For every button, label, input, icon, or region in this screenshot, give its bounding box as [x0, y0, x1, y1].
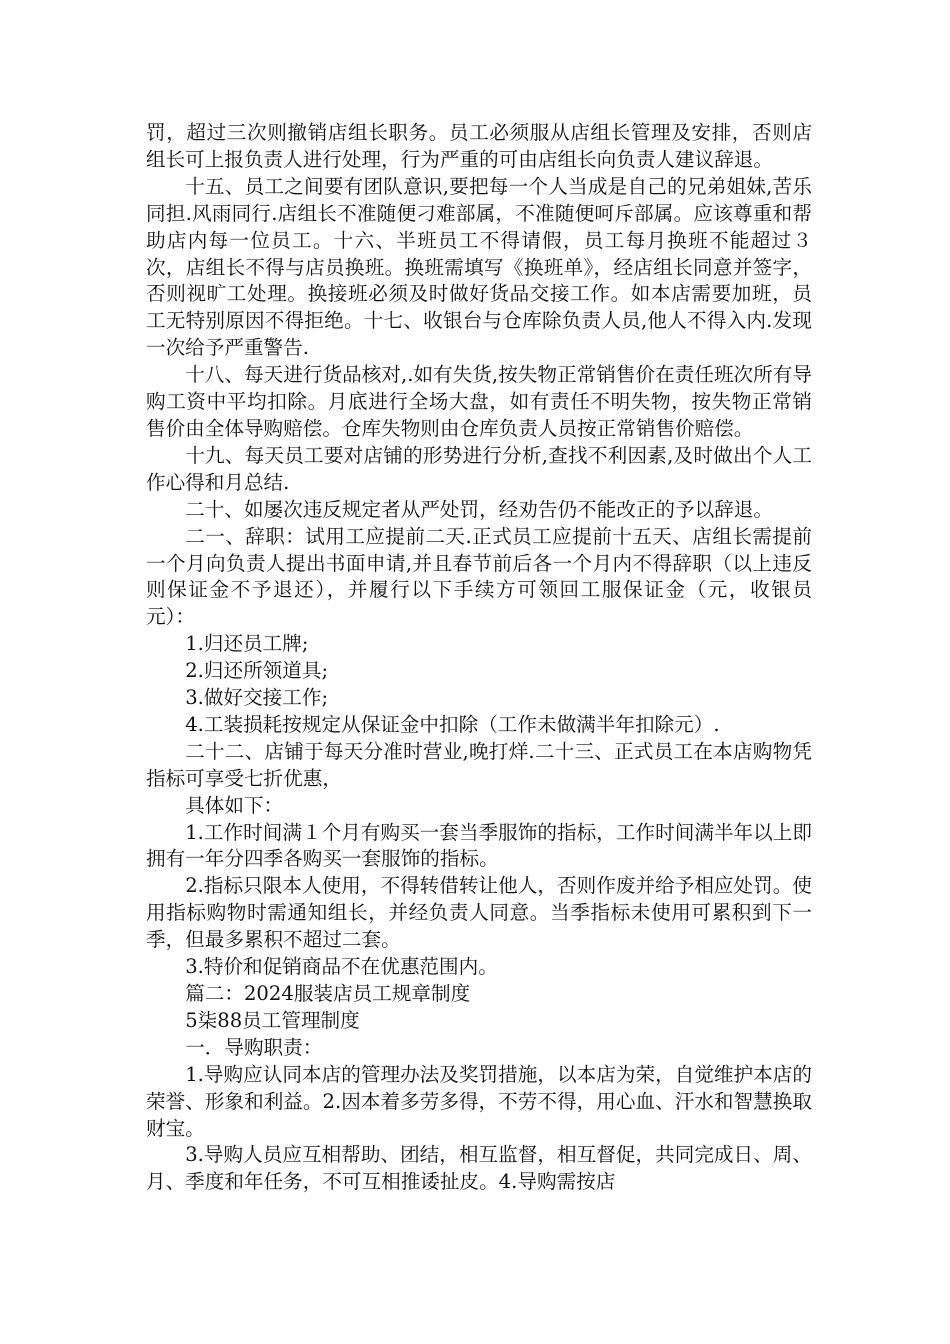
paragraph: 1.导购应认同本店的管理办法及奖罚措施，以本店为荣，自觉维护本店的荣誉、形象和利益。2.因本着多劳多得，不劳不得，用心血、汗水和智慧换取财宝。: [146, 1062, 812, 1140]
paragraph: 3.特价和促销商品不在优惠范围内。: [185, 955, 498, 979]
paragraph: 1.归还员工牌;: [185, 632, 309, 656]
paragraph: 3.导购人员应互相帮助、团结，相互监督，相互督促，共同完成日、周、月、季度和年任务，不可互相推诿扯皮。4.导购需按店: [146, 1143, 812, 1194]
paragraph: 篇二：2024服装店员工规章制度: [185, 982, 471, 1005]
paragraph: 二十二、店铺于每天分准时营业,晚打烊.二十三、正式员工在本店购物凭指标可享受七折优惠，: [146, 739, 812, 790]
paragraph: 十九、每天员工要对店铺的形势进行分析,查找不利因素,及时做出个人工作心得和月总结.: [146, 443, 812, 494]
paragraph: 十八、每天进行货品核对,.如有失货,按失物正常销售价在责任班次所有导购工资中平均扣除。月底进行全场大盘，如有责任不明失物，按失物正常销售价由全体导购赔偿。仓库失物则由仓库负责人员按正常销售价赔偿。: [146, 363, 812, 440]
paragraph: 十五、员工之间要有团队意识,要把每一个人当成是自己的兄弟姐妹,苦乐同担.风雨同行.店组长不准随便刁难部属，不准随便呵斥部属。应该尊重和帮助店内每一位员工。十六、半班员工不得请假，员工每月换班不能超过３次，店组长不得与店员换班。换班需填写《换班单》，经店组长同意并签字，否则视旷工处理。换接班必须及时做好货品交接工作。如本店需要加班，员工无特别原因不得拒绝。十七、收银台与仓库除负责人员,他人不得入内.发现一次给予严重警告.: [146, 174, 812, 360]
paragraph: 1.工作时间满１个月有购买一套当季服饰的指标，工作时间满半年以上即拥有一年分四季各购买一套服饰的指标。: [146, 820, 812, 871]
paragraph: 罚，超过三次则撤销店组长职务。员工必须服从店组长管理及安排，否则店组长可上报负责人进行处理，行为严重的可由店组长向负责人建议辞退。: [146, 121, 812, 171]
paragraph: 2.指标只限本人使用，不得转借转让他人，否则作废并给予相应处罚。使用指标购物时需通知组长，并经负责人同意。当季指标未使用可累积到下一季，但最多累积不超过二套。: [146, 874, 812, 952]
paragraph: 一．导购职责：: [185, 1035, 323, 1059]
paragraph: 二十、如屡次违反规定者从严处罚，经劝告仍不能改正的予以辞退。: [185, 497, 773, 521]
document-page: [146, 120, 812, 1196]
paragraph: 5柒88员工管理制度: [185, 1008, 360, 1032]
paragraph: 二一、辞职：试用工应提前二天.正式员工应提前十五天、店组长需提前一个月向负责人提出书面申请,并且春节前后各一个月内不得辞职（以上违反则保证金不予退还），并履行以下手续方可领回工服保证金（元，收银员元）：: [146, 524, 812, 629]
paragraph: 3.做好交接工作;: [185, 686, 329, 710]
paragraph: 具体如下：: [185, 793, 284, 817]
paragraph: 4.工装损耗按规定从保证金中扣除（工作未做满半年扣除元）.: [185, 712, 720, 736]
paragraph: 2.归还所领道具;: [185, 659, 329, 683]
